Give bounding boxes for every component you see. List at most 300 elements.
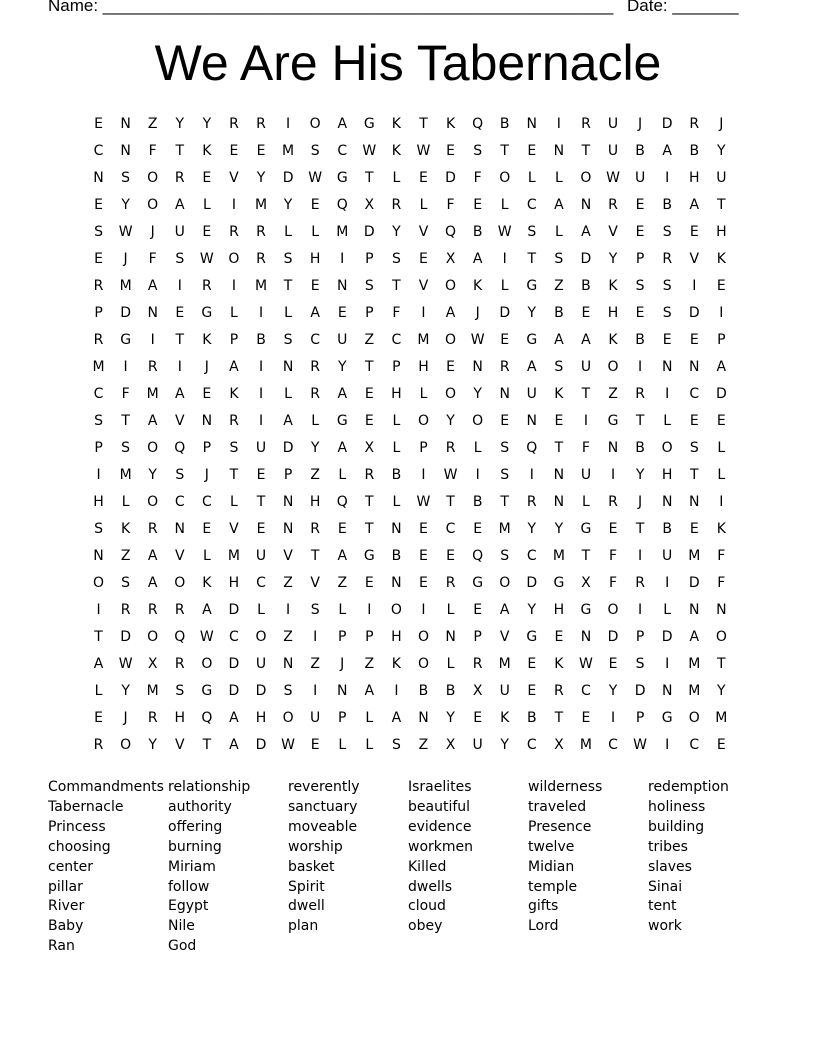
grid-letter[interactable]: G bbox=[201, 305, 213, 321]
grid-letter[interactable]: O bbox=[417, 656, 429, 672]
grid-letter[interactable]: P bbox=[338, 629, 347, 645]
grid-letter[interactable]: R bbox=[147, 521, 158, 537]
grid-letter[interactable]: O bbox=[201, 656, 213, 672]
grid-letter[interactable]: N bbox=[337, 683, 348, 699]
grid-letter[interactable]: P bbox=[635, 710, 645, 726]
grid-letter[interactable]: I bbox=[231, 197, 236, 213]
grid-letter[interactable]: Q bbox=[336, 197, 348, 213]
grid-letter[interactable]: Q bbox=[472, 548, 484, 564]
grid-letter[interactable]: G bbox=[363, 116, 375, 132]
grid-letter[interactable]: K bbox=[608, 332, 618, 348]
grid-letter[interactable]: B bbox=[391, 467, 402, 483]
grid-letter[interactable]: N bbox=[391, 575, 402, 591]
grid-letter[interactable]: G bbox=[526, 332, 538, 348]
grid-letter[interactable]: T bbox=[446, 494, 455, 510]
grid-letter[interactable]: L bbox=[500, 197, 509, 213]
grid-letter[interactable]: V bbox=[229, 170, 239, 186]
grid-letter[interactable]: A bbox=[229, 359, 239, 375]
grid-letter[interactable]: D bbox=[255, 683, 267, 699]
grid-letter[interactable]: L bbox=[257, 602, 265, 618]
grid-letter[interactable]: V bbox=[689, 251, 700, 267]
grid-letter[interactable]: L bbox=[311, 413, 320, 429]
grid-letter[interactable]: I bbox=[665, 170, 670, 186]
grid-letter[interactable]: L bbox=[365, 737, 374, 753]
grid-letter[interactable]: Z bbox=[120, 548, 131, 564]
grid-letter[interactable]: K bbox=[121, 521, 131, 537]
grid-letter[interactable]: I bbox=[502, 251, 507, 267]
grid-letter[interactable]: A bbox=[93, 656, 104, 672]
grid-letter[interactable]: O bbox=[93, 575, 105, 591]
grid-letter[interactable]: T bbox=[500, 494, 509, 510]
grid-letter[interactable]: A bbox=[391, 710, 402, 726]
grid-letter[interactable]: J bbox=[204, 359, 209, 375]
grid-letter[interactable]: S bbox=[175, 251, 185, 267]
grid-letter[interactable]: L bbox=[338, 737, 347, 753]
grid-letter[interactable]: L bbox=[419, 386, 428, 402]
grid-letter[interactable]: T bbox=[419, 116, 428, 132]
grid-letter[interactable]: Y bbox=[256, 170, 266, 186]
grid-letter[interactable]: E bbox=[473, 710, 483, 726]
grid-letter[interactable]: K bbox=[229, 386, 239, 402]
grid-letter[interactable]: E bbox=[419, 548, 428, 564]
grid-letter[interactable]: F bbox=[717, 548, 726, 564]
grid-letter[interactable]: W bbox=[633, 737, 648, 753]
grid-letter[interactable]: E bbox=[716, 737, 726, 753]
grid-letter[interactable]: Y bbox=[175, 116, 185, 132]
grid-letter[interactable]: H bbox=[309, 251, 321, 267]
grid-letter[interactable]: Z bbox=[147, 116, 158, 132]
grid-letter[interactable]: C bbox=[608, 737, 618, 753]
grid-letter[interactable]: E bbox=[256, 467, 266, 483]
grid-letter[interactable]: K bbox=[391, 116, 401, 132]
grid-letter[interactable]: I bbox=[258, 413, 264, 429]
grid-letter[interactable]: P bbox=[419, 440, 428, 456]
grid-letter[interactable]: A bbox=[445, 305, 456, 321]
grid-letter[interactable]: E bbox=[256, 521, 266, 537]
grid-letter[interactable]: Z bbox=[364, 332, 375, 348]
grid-letter[interactable]: A bbox=[472, 251, 483, 267]
grid-letter[interactable]: E bbox=[554, 629, 564, 645]
grid-letter[interactable]: N bbox=[93, 548, 104, 564]
grid-letter[interactable]: R bbox=[147, 710, 158, 726]
grid-letter[interactable]: K bbox=[716, 521, 726, 537]
grid-letter[interactable]: R bbox=[608, 197, 618, 213]
grid-letter[interactable]: P bbox=[635, 251, 645, 267]
grid-letter[interactable]: S bbox=[662, 224, 672, 240]
grid-letter[interactable]: Z bbox=[337, 575, 348, 591]
grid-letter[interactable]: E bbox=[419, 575, 428, 591]
grid-letter[interactable]: D bbox=[526, 575, 538, 591]
grid-letter[interactable]: W bbox=[362, 143, 377, 159]
grid-letter[interactable]: N bbox=[661, 359, 673, 375]
grid-letter[interactable]: P bbox=[202, 440, 212, 456]
grid-letter[interactable]: E bbox=[662, 332, 672, 348]
grid-letter[interactable]: E bbox=[310, 197, 320, 213]
grid-letter[interactable]: F bbox=[148, 143, 157, 159]
grid-letter[interactable]: L bbox=[392, 170, 401, 186]
grid-letter[interactable]: O bbox=[499, 170, 511, 186]
grid-letter[interactable]: H bbox=[688, 170, 700, 186]
grid-letter[interactable]: E bbox=[689, 521, 699, 537]
grid-letter[interactable]: L bbox=[94, 683, 103, 699]
grid-letter[interactable]: D bbox=[661, 116, 673, 132]
grid-letter[interactable]: R bbox=[256, 251, 266, 267]
grid-letter[interactable]: N bbox=[120, 116, 131, 132]
grid-letter[interactable]: E bbox=[473, 197, 483, 213]
grid-letter[interactable]: S bbox=[554, 251, 564, 267]
grid-letter[interactable]: Z bbox=[364, 656, 375, 672]
grid-letter[interactable]: G bbox=[120, 332, 132, 348]
grid-letter[interactable]: A bbox=[499, 602, 510, 618]
grid-letter[interactable]: O bbox=[445, 386, 457, 402]
grid-letter[interactable]: E bbox=[94, 251, 103, 267]
grid-letter[interactable]: H bbox=[228, 575, 240, 591]
grid-letter[interactable]: V bbox=[418, 278, 429, 294]
grid-letter[interactable]: O bbox=[147, 629, 159, 645]
grid-letter[interactable]: O bbox=[661, 440, 673, 456]
grid-letter[interactable]: I bbox=[665, 737, 670, 753]
grid-letter[interactable]: K bbox=[202, 332, 212, 348]
grid-letter[interactable]: K bbox=[473, 278, 483, 294]
grid-letter[interactable]: I bbox=[638, 548, 643, 564]
grid-letter[interactable]: V bbox=[310, 575, 320, 591]
grid-letter[interactable]: V bbox=[174, 737, 185, 753]
grid-letter[interactable]: Y bbox=[473, 386, 482, 402]
grid-letter[interactable]: E bbox=[337, 521, 347, 537]
grid-letter[interactable]: W bbox=[443, 467, 458, 483]
grid-letter[interactable]: R bbox=[581, 116, 591, 132]
grid-letter[interactable]: E bbox=[446, 548, 455, 564]
grid-letter[interactable]: F bbox=[121, 386, 130, 402]
grid-letter[interactable]: O bbox=[417, 413, 429, 429]
grid-letter[interactable]: N bbox=[147, 305, 158, 321]
grid-letter[interactable]: L bbox=[392, 413, 401, 429]
grid-letter[interactable]: C bbox=[256, 575, 266, 591]
grid-letter[interactable]: L bbox=[392, 440, 401, 456]
grid-letter[interactable]: H bbox=[716, 224, 727, 240]
grid-letter[interactable]: U bbox=[662, 548, 673, 564]
grid-letter[interactable]: U bbox=[607, 143, 619, 159]
grid-letter[interactable]: E bbox=[689, 332, 699, 348]
grid-letter[interactable]: I bbox=[123, 359, 128, 375]
grid-letter[interactable]: E bbox=[554, 413, 564, 429]
grid-letter[interactable]: S bbox=[391, 737, 401, 753]
grid-letter[interactable]: S bbox=[635, 656, 645, 672]
grid-letter[interactable]: S bbox=[310, 143, 320, 159]
grid-letter[interactable]: S bbox=[689, 440, 699, 456]
grid-letter[interactable]: B bbox=[581, 278, 591, 294]
grid-letter[interactable]: D bbox=[607, 629, 619, 645]
grid-letter[interactable]: E bbox=[94, 116, 103, 132]
grid-letter[interactable]: I bbox=[258, 386, 264, 402]
grid-letter[interactable]: O bbox=[445, 332, 457, 348]
grid-letter[interactable]: D bbox=[688, 575, 700, 591]
grid-letter[interactable]: K bbox=[608, 278, 618, 294]
grid-letter[interactable]: U bbox=[580, 467, 592, 483]
grid-letter[interactable]: S bbox=[500, 548, 510, 564]
grid-letter[interactable]: L bbox=[717, 467, 726, 483]
grid-letter[interactable]: G bbox=[336, 413, 348, 429]
grid-letter[interactable]: E bbox=[419, 251, 428, 267]
grid-letter[interactable]: I bbox=[638, 602, 643, 618]
grid-letter[interactable]: E bbox=[446, 143, 455, 159]
grid-letter[interactable]: R bbox=[229, 116, 239, 132]
grid-letter[interactable]: J bbox=[150, 224, 155, 240]
grid-letter[interactable]: R bbox=[635, 575, 645, 591]
grid-letter[interactable]: D bbox=[228, 656, 240, 672]
grid-letter[interactable]: E bbox=[202, 170, 212, 186]
grid-letter[interactable]: Y bbox=[717, 683, 726, 699]
grid-letter[interactable]: W bbox=[118, 656, 133, 672]
grid-letter[interactable]: U bbox=[607, 116, 619, 132]
grid-letter[interactable]: O bbox=[309, 116, 321, 132]
grid-letter[interactable]: H bbox=[661, 467, 673, 483]
grid-letter[interactable]: C bbox=[689, 386, 700, 402]
grid-letter[interactable]: O bbox=[580, 170, 592, 186]
grid-letter[interactable]: Y bbox=[337, 359, 347, 375]
grid-letter[interactable]: E bbox=[337, 305, 347, 321]
grid-letter[interactable]: L bbox=[446, 602, 455, 618]
grid-letter[interactable]: G bbox=[553, 575, 565, 591]
grid-letter[interactable]: U bbox=[255, 548, 267, 564]
grid-letter[interactable]: M bbox=[552, 548, 565, 564]
grid-letter[interactable]: G bbox=[607, 413, 619, 429]
grid-letter[interactable]: T bbox=[175, 143, 185, 159]
grid-letter[interactable]: M bbox=[119, 467, 132, 483]
grid-letter[interactable]: H bbox=[607, 305, 619, 321]
grid-letter[interactable]: D bbox=[255, 737, 267, 753]
grid-letter[interactable]: L bbox=[284, 305, 292, 321]
grid-letter[interactable]: B bbox=[256, 332, 266, 348]
grid-letter[interactable]: S bbox=[500, 440, 510, 456]
grid-letter[interactable]: O bbox=[607, 602, 619, 618]
grid-letter[interactable]: C bbox=[581, 683, 591, 699]
grid-letter[interactable]: A bbox=[174, 197, 185, 213]
grid-letter[interactable]: T bbox=[581, 386, 591, 402]
grid-letter[interactable]: B bbox=[662, 197, 672, 213]
grid-letter[interactable]: M bbox=[498, 656, 511, 672]
grid-letter[interactable]: N bbox=[716, 602, 727, 618]
grid-letter[interactable]: C bbox=[526, 548, 537, 564]
grid-letter[interactable]: J bbox=[123, 710, 128, 726]
grid-letter[interactable]: W bbox=[470, 332, 485, 348]
grid-letter[interactable]: S bbox=[500, 467, 510, 483]
grid-letter[interactable]: T bbox=[365, 494, 374, 510]
grid-letter[interactable]: A bbox=[554, 197, 564, 213]
grid-letter[interactable]: T bbox=[365, 170, 374, 186]
grid-letter[interactable]: L bbox=[202, 548, 211, 564]
grid-letter[interactable]: E bbox=[175, 305, 185, 321]
grid-letter[interactable]: E bbox=[229, 143, 239, 159]
grid-letter[interactable]: B bbox=[635, 440, 645, 456]
grid-letter[interactable]: T bbox=[581, 548, 591, 564]
grid-letter[interactable]: P bbox=[94, 440, 103, 456]
grid-letter[interactable]: E bbox=[635, 197, 645, 213]
grid-letter[interactable]: E bbox=[500, 332, 510, 348]
grid-letter[interactable]: E bbox=[419, 170, 428, 186]
grid-letter[interactable]: E bbox=[527, 143, 537, 159]
grid-letter[interactable]: S bbox=[121, 170, 131, 186]
grid-letter[interactable]: Y bbox=[148, 467, 157, 483]
grid-letter[interactable]: F bbox=[473, 170, 482, 186]
grid-letter[interactable]: S bbox=[662, 278, 672, 294]
grid-letter[interactable]: R bbox=[229, 224, 239, 240]
grid-letter[interactable]: Y bbox=[121, 197, 130, 213]
grid-letter[interactable]: L bbox=[121, 494, 130, 510]
grid-letter[interactable]: G bbox=[526, 278, 538, 294]
grid-letter[interactable]: U bbox=[255, 656, 267, 672]
grid-letter[interactable]: E bbox=[716, 278, 726, 294]
grid-letter[interactable]: Y bbox=[608, 683, 618, 699]
grid-letter[interactable]: S bbox=[94, 521, 103, 537]
grid-letter[interactable]: I bbox=[665, 386, 670, 402]
grid-letter[interactable]: D bbox=[445, 170, 456, 186]
grid-letter[interactable]: R bbox=[554, 683, 564, 699]
grid-letter[interactable]: E bbox=[689, 224, 699, 240]
grid-letter[interactable]: I bbox=[177, 278, 182, 294]
grid-letter[interactable]: Y bbox=[446, 413, 455, 429]
grid-letter[interactable]: I bbox=[258, 359, 264, 375]
grid-letter[interactable]: J bbox=[719, 116, 724, 132]
grid-letter[interactable]: E bbox=[256, 143, 266, 159]
grid-letter[interactable]: L bbox=[663, 602, 672, 618]
grid-letter[interactable]: O bbox=[715, 629, 727, 645]
grid-letter[interactable]: L bbox=[311, 224, 320, 240]
grid-letter[interactable]: T bbox=[635, 413, 645, 429]
grid-letter[interactable]: G bbox=[526, 629, 538, 645]
grid-letter[interactable]: M bbox=[146, 683, 159, 699]
grid-letter[interactable]: M bbox=[254, 197, 268, 213]
grid-letter[interactable]: O bbox=[445, 278, 457, 294]
grid-letter[interactable]: S bbox=[121, 440, 131, 456]
grid-letter[interactable]: Y bbox=[554, 521, 564, 537]
grid-letter[interactable]: A bbox=[554, 332, 564, 348]
grid-letter[interactable]: C bbox=[337, 143, 348, 159]
grid-letter[interactable]: G bbox=[580, 521, 592, 537]
grid-letter[interactable]: I bbox=[313, 629, 318, 645]
grid-letter[interactable]: L bbox=[392, 494, 401, 510]
grid-letter[interactable]: T bbox=[554, 710, 564, 726]
grid-letter[interactable]: I bbox=[719, 305, 724, 321]
grid-letter[interactable]: I bbox=[340, 251, 345, 267]
grid-letter[interactable]: T bbox=[635, 521, 645, 537]
grid-letter[interactable]: N bbox=[689, 359, 700, 375]
grid-letter[interactable]: R bbox=[229, 413, 239, 429]
grid-letter[interactable]: K bbox=[554, 386, 564, 402]
grid-letter[interactable]: E bbox=[364, 575, 374, 591]
grid-letter[interactable]: X bbox=[581, 575, 591, 591]
grid-letter[interactable]: R bbox=[499, 359, 510, 375]
grid-letter[interactable]: A bbox=[174, 386, 185, 402]
grid-letter[interactable]: B bbox=[635, 143, 645, 159]
grid-letter[interactable]: W bbox=[416, 494, 431, 510]
grid-letter[interactable]: N bbox=[553, 143, 565, 159]
grid-letter[interactable]: D bbox=[228, 602, 240, 618]
grid-letter[interactable]: R bbox=[174, 656, 185, 672]
grid-letter[interactable]: A bbox=[147, 413, 158, 429]
grid-letter[interactable]: E bbox=[446, 359, 455, 375]
grid-letter[interactable]: B bbox=[499, 116, 510, 132]
grid-letter[interactable]: D bbox=[715, 386, 727, 402]
grid-letter[interactable]: N bbox=[391, 521, 402, 537]
grid-letter[interactable]: I bbox=[367, 602, 372, 618]
grid-letter[interactable]: Y bbox=[500, 737, 509, 753]
grid-letter[interactable]: P bbox=[473, 629, 482, 645]
grid-letter[interactable]: V bbox=[608, 224, 618, 240]
grid-letter[interactable]: G bbox=[363, 548, 375, 564]
grid-letter[interactable]: D bbox=[228, 683, 240, 699]
grid-letter[interactable]: R bbox=[147, 602, 158, 618]
grid-letter[interactable]: C bbox=[526, 737, 537, 753]
grid-letter[interactable]: E bbox=[94, 710, 103, 726]
grid-letter[interactable]: M bbox=[498, 521, 511, 537]
grid-letter[interactable]: S bbox=[283, 251, 293, 267]
grid-letter[interactable]: T bbox=[392, 278, 401, 294]
grid-letter[interactable]: S bbox=[121, 575, 131, 591]
grid-letter[interactable]: O bbox=[417, 629, 429, 645]
grid-letter[interactable]: G bbox=[336, 170, 348, 186]
grid-letter[interactable]: D bbox=[120, 629, 131, 645]
grid-letter[interactable]: X bbox=[364, 440, 375, 456]
grid-letter[interactable]: L bbox=[717, 440, 726, 456]
grid-letter[interactable]: I bbox=[610, 710, 616, 726]
grid-letter[interactable]: P bbox=[365, 305, 374, 321]
grid-letter[interactable]: S bbox=[175, 683, 185, 699]
grid-letter[interactable]: N bbox=[282, 359, 294, 375]
grid-letter[interactable]: L bbox=[446, 656, 455, 672]
grid-letter[interactable]: I bbox=[150, 332, 155, 348]
grid-letter[interactable]: Z bbox=[418, 737, 429, 753]
grid-letter[interactable]: E bbox=[608, 656, 618, 672]
grid-letter[interactable]: N bbox=[282, 494, 294, 510]
grid-letter[interactable]: J bbox=[638, 116, 643, 132]
grid-letter[interactable]: A bbox=[147, 575, 158, 591]
grid-letter[interactable]: C bbox=[689, 737, 700, 753]
grid-letter[interactable]: A bbox=[689, 629, 700, 645]
grid-letter[interactable]: T bbox=[229, 467, 239, 483]
grid-letter[interactable]: R bbox=[635, 386, 645, 402]
grid-letter[interactable]: N bbox=[93, 170, 104, 186]
grid-letter[interactable]: O bbox=[607, 359, 619, 375]
grid-letter[interactable]: V bbox=[174, 548, 185, 564]
grid-letter[interactable]: F bbox=[148, 251, 157, 267]
grid-letter[interactable]: L bbox=[338, 602, 347, 618]
grid-letter[interactable]: A bbox=[147, 548, 158, 564]
grid-letter[interactable]: I bbox=[421, 602, 426, 618]
grid-letter[interactable]: A bbox=[202, 602, 212, 618]
grid-letter[interactable]: P bbox=[717, 332, 726, 348]
grid-letter[interactable]: K bbox=[500, 710, 510, 726]
grid-letter[interactable]: Y bbox=[527, 521, 537, 537]
grid-letter[interactable]: E bbox=[202, 224, 212, 240]
grid-letter[interactable]: F bbox=[392, 305, 401, 321]
grid-letter[interactable]: B bbox=[418, 683, 429, 699]
grid-letter[interactable]: T bbox=[175, 332, 185, 348]
grid-letter[interactable]: S bbox=[527, 224, 537, 240]
grid-letter[interactable]: M bbox=[688, 683, 701, 699]
grid-letter[interactable]: C bbox=[201, 494, 212, 510]
grid-letter[interactable]: I bbox=[638, 359, 643, 375]
grid-letter[interactable]: A bbox=[337, 548, 348, 564]
grid-letter[interactable]: X bbox=[554, 737, 564, 753]
grid-letter[interactable]: C bbox=[229, 629, 239, 645]
grid-letter[interactable]: F bbox=[608, 575, 618, 591]
grid-letter[interactable]: E bbox=[419, 521, 428, 537]
grid-letter[interactable]: Y bbox=[717, 143, 726, 159]
grid-letter[interactable]: I bbox=[475, 467, 480, 483]
grid-letter[interactable]: P bbox=[283, 467, 293, 483]
grid-letter[interactable]: K bbox=[202, 143, 212, 159]
